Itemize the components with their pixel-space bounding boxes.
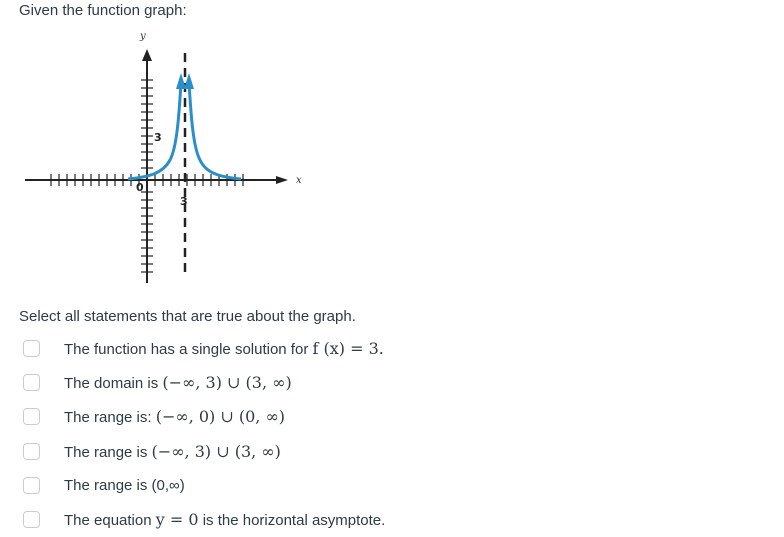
option-label[interactable] <box>64 442 281 461</box>
origin-label: 0 <box>136 181 144 194</box>
option-text: The range is (0,∞) <box>64 476 185 494</box>
option-row[interactable] <box>20 400 385 434</box>
option-math: f (x) = 3. <box>312 338 384 358</box>
function-graph <box>20 25 320 290</box>
curve-right-branch <box>189 83 241 179</box>
option-math: (−∞, 3) ∪ (3, ∞) <box>151 441 281 461</box>
y-tick-label-3: 3 <box>154 131 162 144</box>
option-label[interactable] <box>64 477 185 494</box>
option-row[interactable] <box>20 502 385 536</box>
option-math: y = 0 <box>155 510 199 530</box>
option-checkbox[interactable] <box>23 511 40 528</box>
option-label[interactable] <box>64 373 292 392</box>
x-axis-label: x <box>296 175 302 186</box>
option-text-after: is the horizontal asymptote. <box>198 512 386 530</box>
option-checkbox[interactable] <box>23 477 40 494</box>
option-math: (−∞, 3) ∪ (3, ∞) <box>162 372 292 392</box>
x-axis-arrow-icon <box>276 176 288 184</box>
option-row[interactable] <box>20 365 385 399</box>
option-checkbox[interactable] <box>23 374 40 391</box>
option-math: (−∞, 0) ∪ (0, ∞) <box>155 407 286 427</box>
option-text: The function has a single solution for <box>64 340 313 358</box>
option-checkbox[interactable] <box>23 340 40 357</box>
option-label[interactable] <box>64 407 285 426</box>
option-label[interactable] <box>64 510 385 529</box>
option-label[interactable] <box>64 339 384 358</box>
y-axis-label: y <box>140 31 146 42</box>
option-text: The domain is <box>64 374 163 392</box>
option-text: The range is: <box>64 409 156 427</box>
option-row[interactable] <box>20 468 385 502</box>
question-prompt: Given the function graph: <box>19 2 187 19</box>
option-checkbox[interactable] <box>23 408 40 425</box>
option-row[interactable] <box>20 434 385 468</box>
option-text: The range is <box>64 443 152 461</box>
instruction-text: Select all statements that are true about the graph. <box>19 308 356 325</box>
x-tick-label-3: 3 <box>180 195 188 208</box>
option-checkbox[interactable] <box>23 443 40 460</box>
option-text: The equation <box>64 512 156 530</box>
y-axis-arrow-icon <box>142 49 152 61</box>
option-row[interactable] <box>20 331 385 365</box>
answer-options <box>20 331 385 537</box>
